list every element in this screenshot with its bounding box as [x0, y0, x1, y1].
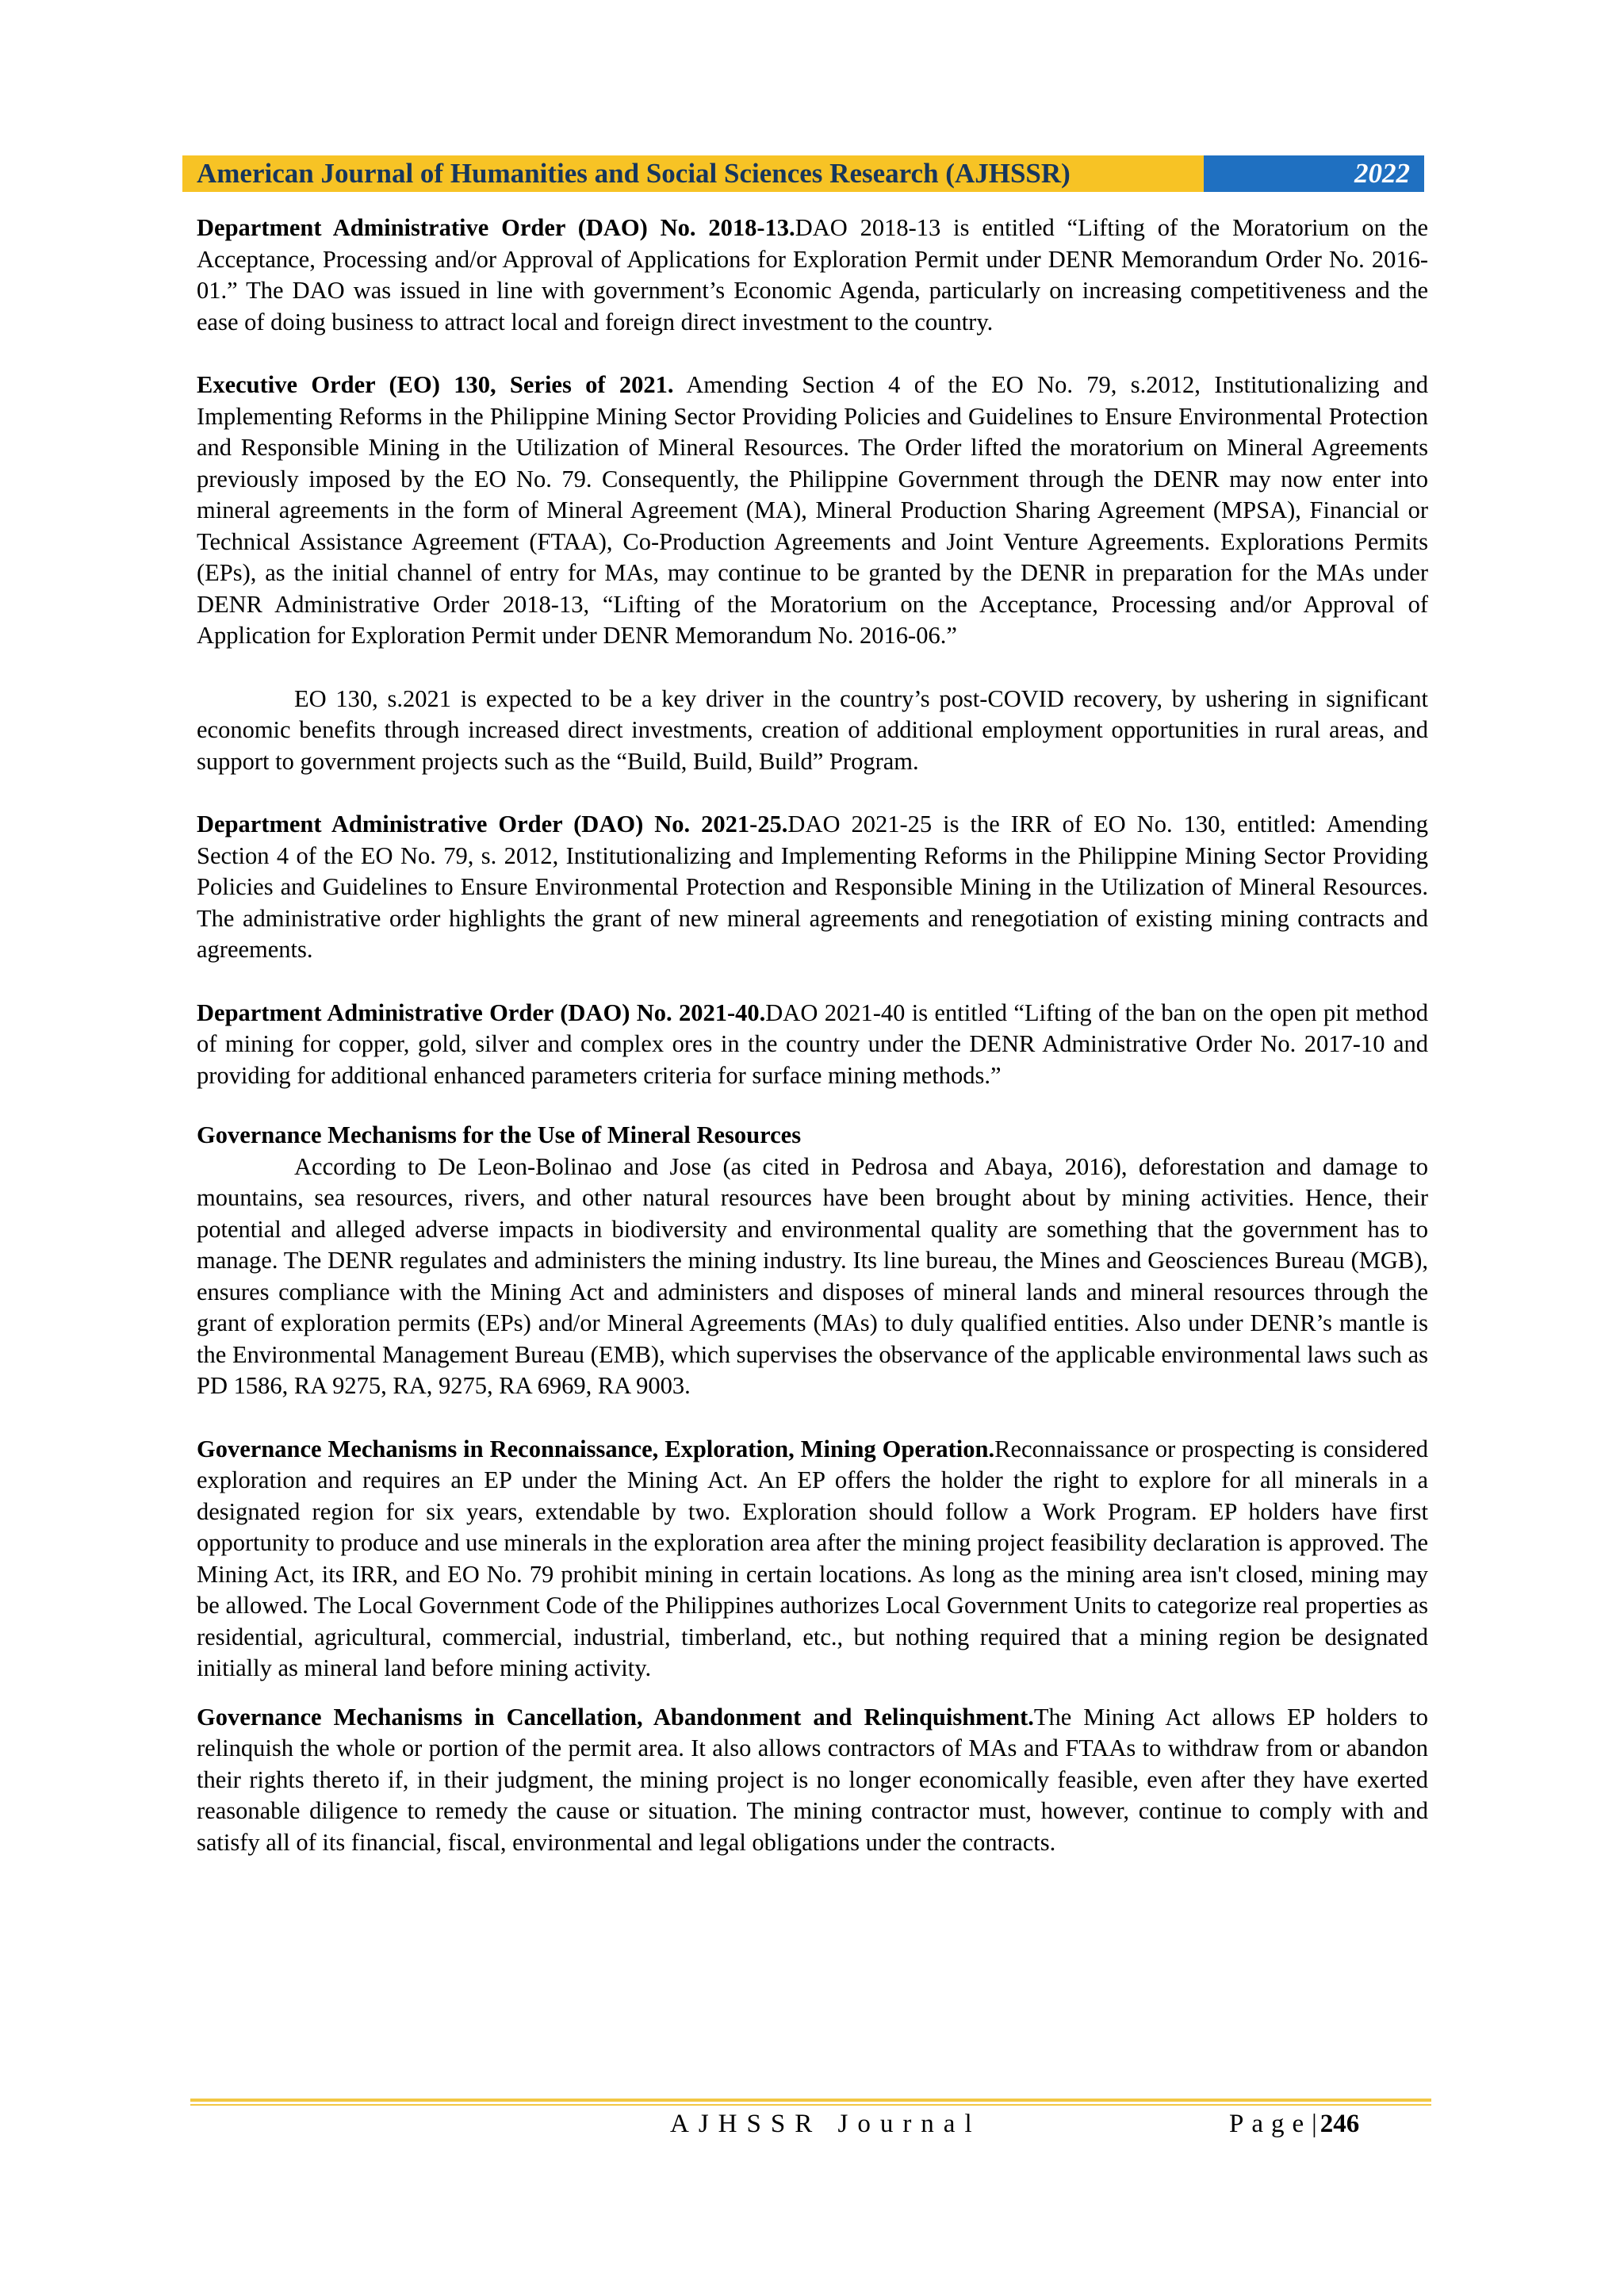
footer-divider — [190, 2099, 1431, 2106]
paragraph-text: According to De Leon-Bolinao and Jose (as cited in Pedrosa and Abaya, 2016), deforestation and damage to mountains, sea resources, rivers, and other natural resources have been brought about by mining activities. Hence, their potential and alleged adverse impacts in biodiversity and environmental quality are something that the government has to manage. The DENR regulates and administers the mining industry. Its line bureau, the Mines and Geosciences Bureau (MGB), ensures compliance with the Mining Act and administers and disposes of mineral lands and mineral resources through the grant of exploration permits (EPs) and/or Mineral Agreements (MAs) to duly qualified entities. Also under DENR’s mantle is the Environmental Management Bureau (EMB), which supervises the observance of the applicable environmental laws such as PD 1586, RA 9275, RA, 9275, RA 6969, RA 9003. — [197, 1152, 1428, 1399]
paragraph-dao-2021-25 — [197, 809, 1428, 966]
paragraph-eo-130 — [197, 370, 1428, 652]
paragraph-text: DAO 2021-40 is entitled “Lifting of the ban on the open pit method of mining for copper, gold, silver and complex ores in the country under the DENR Administrative Order No. 2017-10 and providing for additional enhanced parameters criteria for surface mining methods.” — [197, 999, 1428, 1089]
page-label: Page — [1229, 2110, 1312, 2138]
paragraph-lead: Department Administrative Order (DAO) No. 2021-25. — [197, 811, 788, 838]
paragraph-text: Reconnaissance or prospecting is considered exploration and requires an EP under the Mining Act. An EP offers the holder the right to explore for all minerals in a designated region for six years, extendable by two. Exploration should follow a Work Program. EP holders have first opportunity to produce and use minerals in the exploration area after the mining project feasibility declaration is approved. The Mining Act, its IRR, and EO No. 79 prohibit mining in certain locations. As long as the mining area isn't closed, mining may be allowed. The Local Government Code of the Philippines authorizes Local Government Units to categorize real properties as residential, agricultural, commercial, industrial, timberland, etc., but nothing required that a mining region be designated initially as mineral land before mining activity. — [197, 1435, 1428, 1681]
paragraph-governance-mechanisms — [197, 1152, 1428, 1402]
running-header — [182, 155, 1424, 192]
paragraph-lead: Executive Order (EO) 130, Series of 2021. — [197, 371, 674, 398]
paragraph-text: DAO 2018-13 is entitled “Lifting of the Moratorium on the Acceptance, Processing and/or Approval of Applications for Exploration Permit under DENR Memorandum Order No. 2016-01.” The DAO was issued in line with government’s Economic Agenda, particularly on increasing competitiveness and the ease of doing business to attract local and foreign direct investment to the country. — [197, 214, 1428, 335]
paragraph-eo-130-recovery — [197, 684, 1428, 778]
paragraph-text: EO 130, s.2021 is expected to be a key driver in the country’s post-COVID recovery, by ushering in significant economic benefits through increased direct investments, creation of additional employment opportunities in rural areas, and support to government projects such as the “Build, Build, Build” Program. — [197, 684, 1428, 775]
paragraph-lead: Governance Mechanisms in Cancellation, Abandonment and Relinquishment. — [197, 1703, 1034, 1731]
paragraph-lead: Governance Mechanisms in Reconnaissance, Exploration, Mining Operation. — [197, 1435, 995, 1462]
paragraph-dao-2021-40 — [197, 998, 1428, 1092]
publication-year: 2022 — [1204, 155, 1424, 192]
paragraph-lead: Department Administrative Order (DAO) No. 2021-40. — [197, 999, 766, 1026]
paragraph-text: DAO 2021-25 is the IRR of EO No. 130, entitled: Amending Section 4 of the EO No. 79, s. 2012, Institutionalizing and Implementing Reforms in the Philippine Mining Sector Providing Policies and Guidelines to Ensure Environmental Protection and Responsible Mining in the Utilization of Mineral Resources. The administrative order highlights the grant of new mineral agreements and renegotiation of existing mining contracts and agreements. — [197, 811, 1428, 963]
paragraph-text: Amending Section 4 of the EO No. 79, s.2012, Institutionalizing and Implementing Reforms in the Philippine Mining Sector Providing Policies and Guidelines to Ensure Environmental Protection and Responsible Mining in the Utilization of Mineral Resources. The Order lifted the moratorium on Mineral Agreements previously imposed by the EO No. 79. Consequently, the Philippine Government through the DENR may now enter into mineral agreements in the form of Mineral Agreement (MA), Mineral Production Sharing Agreement (MPSA), Financial or Technical Assistance Agreement (FTAA), Co-Production Agreements and Joint Venture Agreements. Explorations Permits (EPs), as the initial channel of entry for MAs, may continue to be granted by the DENR in preparation for the MAs under DENR Administrative Order 2018-13, “Lifting of the Moratorium on the Acceptance, Processing and/or Approval of Application for Exploration Permit under DENR Memorandum No. 2016-06.” — [197, 371, 1428, 649]
journal-title: American Journal of Humanities and Social Sciences Research (AJHSSR) — [182, 155, 1204, 192]
paragraph-lead: Department Administrative Order (DAO) No. 2018-13. — [197, 214, 795, 241]
page-separator: | — [1312, 2110, 1317, 2138]
footer-page-indicator — [1229, 2106, 1359, 2141]
paragraph-dao-2018-13 — [197, 213, 1428, 338]
article-body — [197, 213, 1428, 1858]
footer-journal-name: AJHSSR Journal — [670, 2110, 982, 2138]
paragraph-text: The Mining Act allows EP holders to relinquish the whole or portion of the permit area. It also allows contractors of MAs and FTAAs to withdraw from or abandon their rights thereto if, in their judgment, the mining project is no longer economically feasible, even after they have exerted reasonable diligence to remedy the cause or situation. The mining contractor must, however, continue to comply with and satisfy all of its financial, fiscal, environmental and legal obligations under the contracts. — [197, 1703, 1428, 1856]
page-number: 246 — [1320, 2110, 1360, 2138]
paragraph-cancellation-abandonment — [197, 1702, 1428, 1859]
section-heading-governance: Governance Mechanisms for the Use of Mineral Resources — [197, 1121, 802, 1148]
paragraph-reconnaissance-exploration — [197, 1434, 1428, 1685]
